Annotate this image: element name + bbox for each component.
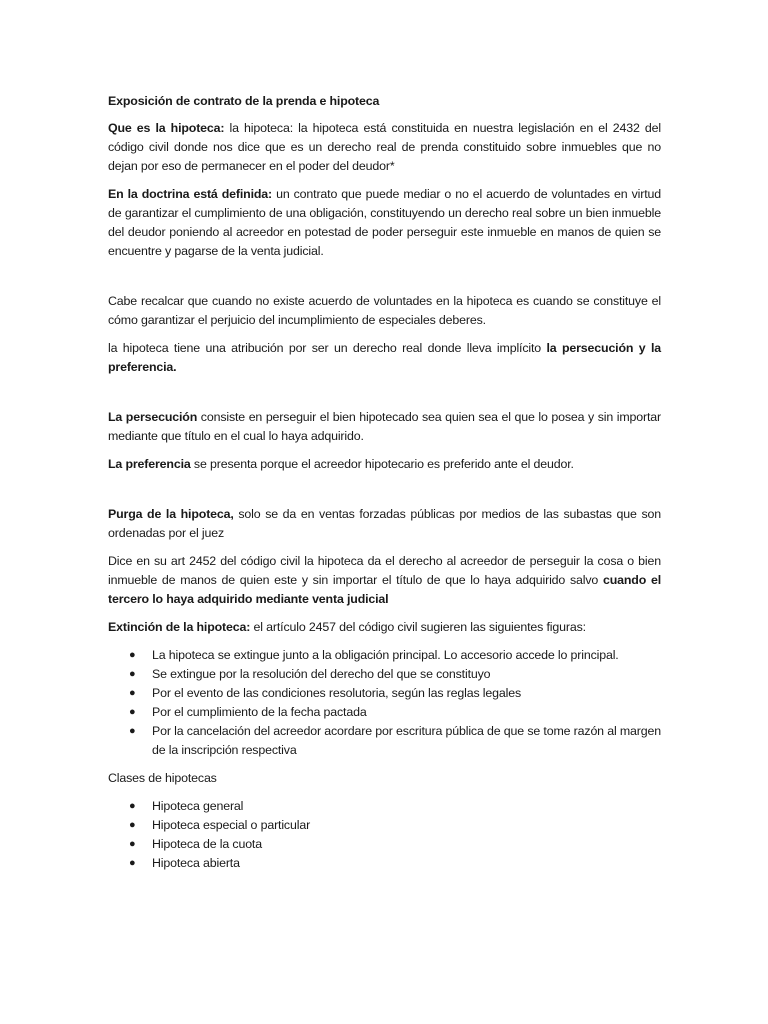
term-persecucion: La persecución [108,410,198,424]
term-purga: Purga de la hipoteca, [108,507,234,521]
paragraph-purga [108,505,661,543]
spacer [108,483,661,505]
paragraph-persecucion [108,408,661,446]
term-que-es-hipoteca: Que es la hipoteca: [108,121,225,135]
paragraph-art-2452 [108,552,661,609]
list-item [108,797,661,816]
term-persecucion-preferencia: la persecución y la preferencia. [108,341,661,374]
bullet-icon: ● [129,706,136,718]
preferencia-text: se presenta porque el acreedor hipotecario es preferido ante el deudor. [190,457,574,471]
list-item-text: La hipoteca se extingue junto a la obligación principal. Lo accesorio accede lo principal. [152,648,619,662]
atribucion-text: la hipoteca tiene una atribución por ser un derecho real donde lleva implícito [108,341,547,355]
term-venta-judicial: cuando el tercero lo haya adquirido mediante venta judicial [108,573,661,606]
bullet-icon: ● [129,668,136,680]
list-item [108,854,661,873]
spacer [108,386,661,408]
clases-list [108,797,661,873]
list-item-text: Por el cumplimiento de la fecha pactada [152,705,367,719]
list-item [108,684,661,703]
paragraph-atribucion [108,339,661,377]
bullet-icon: ● [129,649,136,661]
bullet-icon: ● [129,725,136,737]
document-page [108,92,661,882]
list-item-text: Hipoteca general [152,799,244,813]
list-item [108,703,661,722]
paragraph-doctrina [108,185,661,261]
list-item [108,816,661,835]
doctrina-text: un contrato que puede mediar o no el acuerdo de voluntades en virtud de garantizar el cumplimiento de una obligación, constituyendo un derecho real sobre un bien inmueble del deudor poniendo al acreedor en potestad de poder perseguir este inmueble en manos de quien se encuentre y pagarse de la venta judicial. [108,187,661,258]
list-item [108,646,661,665]
paragraph-extincion [108,618,661,637]
persecucion-text: consiste en perseguir el bien hipotecado sea quien sea el que lo posea y sin importar mediante que título en el cual lo haya adquirido. [108,410,661,443]
list-item-text: Se extingue por la resolución del derecho del que se constituyo [152,667,491,681]
spacer [108,270,661,292]
term-preferencia: La preferencia [108,457,191,471]
list-item-text: Hipoteca especial o particular [152,818,311,832]
definition-text: la hipoteca: la hipoteca está constituida en nuestra legislación en el 2432 del código civil donde nos dice que es un derecho real de prenda constituido sobre inmuebles que no dejan por eso de permanecer en el poder del deudor* [108,121,661,173]
document-title: Exposición de contrato de la prenda e hipoteca [108,94,380,108]
list-item [108,722,661,760]
paragraph-cabe-recalcar: Cabe recalcar que cuando no existe acuerdo de voluntades en la hipoteca es cuando se constituye el cómo garantizar el perjuicio del incumplimiento de especiales deberes. [108,294,661,327]
bullet-icon: ● [129,800,136,812]
list-item [108,665,661,684]
art-2452-text: Dice en su art 2452 del código civil la hipoteca da el derecho al acreedor de perseguir la cosa o bien inmueble de manos de quien este y sin importar el título de que lo haya adquirido salvo [108,554,661,587]
extincion-list [108,646,661,760]
list-item-text: Hipoteca de la cuota [152,837,262,851]
paragraph-que-es-hipoteca [108,119,661,176]
list-item-text: Por el evento de las condiciones resolutoria, según las reglas legales [152,686,522,700]
paragraph-preferencia [108,455,661,474]
extincion-text: el artículo 2457 del código civil sugieren las siguientes figuras: [250,620,586,634]
purga-text: solo se da en ventas forzadas públicas por medios de las subastas que son ordenadas por el juez [108,507,661,540]
term-doctrina: En la doctrina está definida: [108,187,273,201]
bullet-icon: ● [129,819,136,831]
list-item [108,835,661,854]
term-extincion: Extinción de la hipoteca: [108,620,251,634]
clases-heading: Clases de hipotecas [108,771,217,785]
list-item-text: Por la cancelación del acreedor acordare por escritura pública de que se tome razón al margen de la inscripción respectiva [152,724,661,757]
bullet-icon: ● [129,857,136,869]
list-item-text: Hipoteca abierta [152,856,240,870]
bullet-icon: ● [129,838,136,850]
bullet-icon: ● [129,687,136,699]
